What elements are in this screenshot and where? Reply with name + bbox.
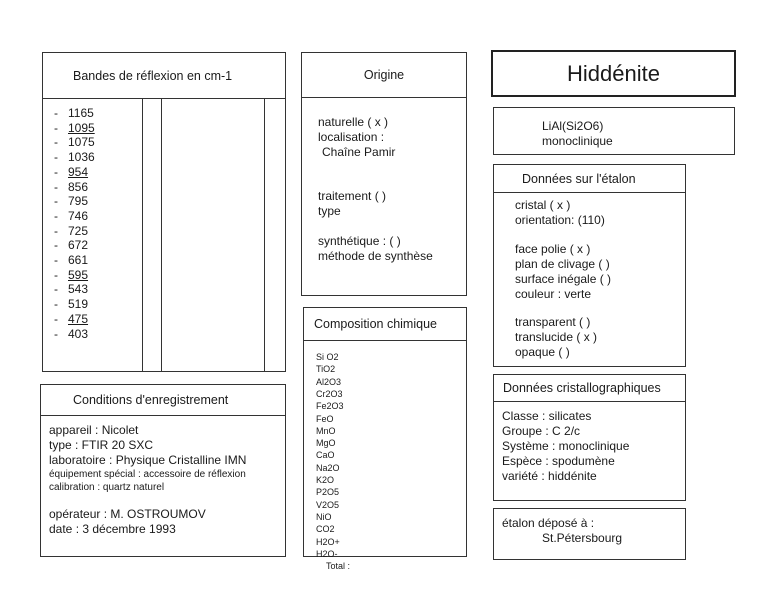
band-value: 1095 [68,120,95,135]
etalon-surface: surface inégale ( ) [515,272,612,286]
band-value: 1165 [68,106,94,120]
system: monoclinique [542,134,613,148]
etalon-cristal: cristal ( x ) [515,198,571,212]
bands-header [43,53,285,99]
etalon-face-polie: face polie ( x ) [515,242,591,256]
band-value: 403 [68,326,89,341]
band-value: 661 [68,253,89,267]
bands-divider-2 [161,99,162,371]
band-dash: - [54,311,58,326]
origine-traitement: traitement ( ) [318,189,387,203]
mineral-name: Hiddénite [567,61,660,86]
etalon-orientation: orientation: (110) [515,213,605,227]
band-value: 519 [68,297,89,312]
conditions-header [41,385,285,416]
composition-item: CO2 [316,524,335,535]
band-value: 725 [68,223,89,238]
conditions-panel [40,384,286,557]
bands-panel [42,52,286,372]
bands-title: Bandes de réflexion en cm-1 [73,68,233,83]
formula: LiAl(Si2O6) [542,119,604,133]
band-dash: - [54,253,58,267]
bands-divider-3 [264,99,265,371]
composition-item: H2O- [316,548,338,559]
composition-item: K2O [316,475,335,485]
band-dash: - [54,150,58,165]
composition-item: Fe2O3 [316,401,344,412]
composition-item: Si O2 [316,352,339,362]
composition-item: V2O5 [316,499,340,510]
band-dash: - [54,208,58,223]
composition-item: FeO [316,413,334,424]
composition-item: TiO2 [316,364,336,375]
conditions-laboratoire: laboratoire : Physique Cristalline IMN [49,453,247,467]
band-value: 1075 [68,135,95,150]
cristallo-groupe: Groupe : C 2/c [502,424,581,438]
origine-lieu: Chaîne Pamir [322,145,396,159]
mineral-title-box [491,50,736,97]
band-value: 543 [68,282,89,297]
band-dash: - [54,267,58,282]
band-value: 475 [68,311,89,326]
etalon-panel [493,164,686,367]
conditions-operateur: opérateur : M. OSTROUMOV [49,507,206,521]
composition-item: Cr2O3 [316,388,343,399]
cristallo-panel [493,374,686,501]
composition-item: CaO [316,450,335,461]
band-dash: - [54,297,58,312]
conditions-appareil: appareil : Nicolet [49,423,139,437]
etalon-title: Données sur l'étalon [522,171,636,186]
composition-item: MnO [316,425,336,436]
etalon-transparent: transparent ( ) [515,315,591,329]
origine-naturelle: naturelle ( x ) [318,115,389,129]
band-dash: - [54,106,58,120]
composition-panel [303,307,467,572]
band-value: 1036 [68,150,95,165]
band-dash: - [54,326,58,341]
cristallo-espece: Espèce : spodumène [502,454,615,468]
etalon-translucide: translucide ( x ) [515,330,598,344]
band-value: 856 [68,179,89,194]
band-value: 672 [68,238,89,253]
composition-item: Al2O3 [316,376,342,387]
origine-header [302,53,466,98]
etalon-plan-clivage: plan de clivage ( ) [515,257,610,271]
bands-divider-1 [142,99,143,371]
cristallo-title: Données cristallographiques [503,381,661,395]
band-value: 954 [68,164,89,179]
cristallo-header [494,375,685,402]
composition-item: P2O5 [316,487,340,498]
band-dash: - [54,164,58,179]
cristallo-variete: variété : hiddénite [502,469,597,483]
band-dash: - [54,223,58,238]
origine-synthetique: synthétique : ( ) [318,234,401,248]
origine-type: type [318,204,341,218]
origine-localisation: localisation : [318,130,385,144]
composition-item: Na2O [316,462,340,473]
etalon-opaque: opaque ( ) [515,345,570,359]
band-dash: - [54,135,58,150]
composition-item: MgO [316,438,336,449]
depot-label: étalon déposé à : [502,516,595,530]
band-dash: - [54,238,58,253]
composition-title: Composition chimique [314,317,437,331]
etalon-header [494,165,685,193]
composition-item: NiO [316,511,332,522]
band-value: 795 [68,194,89,209]
conditions-calibration: calibration : quartz naturel [49,482,165,493]
composition-header [304,308,466,341]
band-dash: - [54,179,58,194]
origine-title: Origine [363,68,405,82]
composition-total: Total : [326,561,351,572]
formula-box [493,107,735,155]
band-dash: - [54,282,58,297]
band-value: 746 [68,208,89,223]
etalon-couleur: couleur : verte [515,287,592,301]
depot-panel [493,508,686,560]
band-dash: - [54,120,58,135]
composition-item: H2O+ [316,536,340,547]
conditions-title: Conditions d'enregistrement [73,393,229,407]
depot-place: St.Pétersbourg [542,531,623,545]
conditions-date: date : 3 décembre 1993 [49,522,176,536]
band-dash: - [54,194,58,209]
conditions-type: type : FTIR 20 SXC [49,438,154,452]
band-value: 595 [68,267,89,282]
cristallo-systeme: Système : monoclinique [502,439,630,453]
conditions-equipement: équipement spécial : accessoire de réflexion [49,469,246,480]
origine-methode: méthode de synthèse [318,249,433,263]
cristallo-classe: Classe : silicates [502,409,592,423]
origine-panel [301,52,467,296]
